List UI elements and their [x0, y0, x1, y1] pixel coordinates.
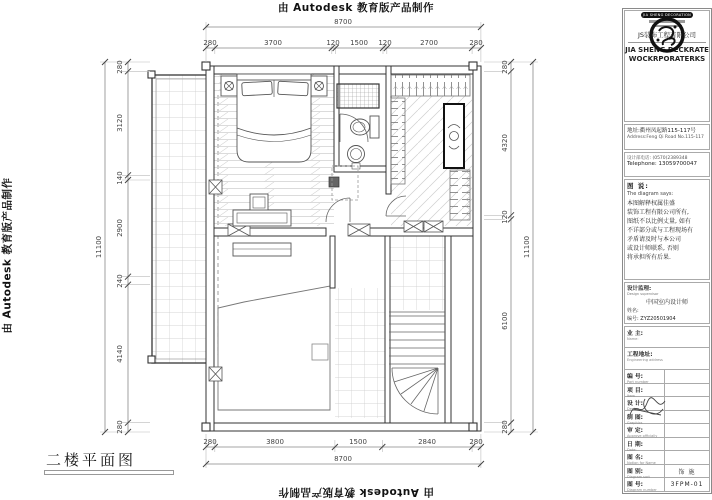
row-label-en: Name: — [627, 337, 639, 341]
table-row — [625, 327, 709, 348]
row-value: 3FPM-01 — [670, 481, 704, 489]
dim-text: 120 — [326, 39, 340, 47]
dim-text: 3120 — [116, 114, 124, 132]
dim-text: 11100 — [95, 235, 103, 259]
dim-text: 280 — [203, 39, 217, 47]
company-logo-section — [624, 10, 710, 122]
row-value — [665, 411, 709, 424]
dim-text: 6100 — [501, 312, 509, 330]
row-label-cn: 日 期: — [627, 441, 643, 448]
row-label-en: Part number — [627, 380, 649, 385]
hanger-rail — [450, 170, 470, 220]
dim-text: 3800 — [266, 438, 284, 446]
staircase — [389, 312, 445, 414]
row-value — [665, 424, 709, 437]
company-name-en-line2: WOCKRPORATERKS — [628, 55, 706, 63]
autodesk-watermark-top: 由 Autodesk 教育版产品制作 — [277, 2, 434, 14]
row-value — [665, 397, 709, 410]
lamp-icon — [315, 82, 324, 91]
company-name-cn: JS装饰工程有限公司 — [637, 31, 697, 39]
landing-tiles — [390, 236, 445, 310]
supervisor-section — [624, 282, 710, 324]
dim-text: 120 — [378, 39, 392, 47]
row-value — [664, 327, 709, 347]
table-row-design — [625, 397, 709, 411]
row-value — [665, 370, 709, 383]
company-logo-icon — [625, 11, 709, 57]
dim-text: 8700 — [334, 455, 352, 463]
row-label-en: Diagram number — [627, 488, 657, 493]
dim-text: 2900 — [116, 219, 124, 237]
flue — [329, 177, 339, 187]
dim-text: 240 — [116, 274, 124, 288]
diagram-note-section — [624, 179, 710, 280]
dim-text: 3700 — [264, 39, 282, 47]
hanger-rail — [391, 98, 405, 184]
row-label-en: Item — [627, 393, 635, 398]
row-label-en: Design — [627, 407, 640, 412]
dim-text: 280 — [116, 60, 124, 74]
row-value — [664, 348, 709, 369]
table-row — [625, 438, 709, 452]
address-section — [624, 124, 710, 149]
certificate-number: 编号: ZYZ20501904 — [627, 316, 676, 322]
title-block — [622, 8, 712, 494]
table-row — [625, 348, 709, 370]
row-label-cn: 图 别: — [627, 468, 643, 475]
dressing-desk — [444, 104, 464, 168]
dim-text: 1500 — [349, 438, 367, 446]
note-line: 图纸不以比例丈量, 如有 — [627, 218, 691, 226]
company-name-en-line1: JIA SHENG DECKRATE — [625, 46, 709, 54]
row-label-cn: 项 目: — [627, 387, 643, 394]
row-label-cn: 工程地址: — [627, 352, 653, 359]
logo-banner: JIA SHENG DECORATION — [642, 13, 692, 17]
address-en: Address:Feng Qi Road No.115-117 — [627, 135, 704, 141]
dim-text: 4320 — [501, 134, 509, 152]
dim-text: 120 — [501, 210, 509, 224]
supervisor-label-en: Design supervisor — [627, 292, 659, 296]
row-value — [665, 451, 709, 464]
note-line: 将承担所有后果. — [627, 254, 671, 262]
dim-text: 11100 — [523, 235, 531, 259]
table-row — [625, 424, 709, 438]
row-value — [665, 438, 709, 451]
phone-section — [624, 152, 710, 177]
phone-en: Telephone: 13059700047 — [627, 160, 698, 167]
dim-text: 280 — [501, 420, 509, 434]
page-title: 二楼平面图 — [46, 451, 137, 469]
toilet — [351, 116, 380, 138]
row-value: 饰 施 — [678, 468, 696, 476]
dim-text: 280 — [203, 438, 217, 446]
note-line: 装饰工程有限公司所有, — [627, 209, 689, 217]
certificate-title: 中国室内设计师 — [645, 299, 688, 306]
dim-text: 280 — [469, 438, 483, 446]
table-row — [625, 370, 709, 384]
dim-text: 280 — [469, 39, 483, 47]
autodesk-watermark-bottom: 由 Autodesk 教育版产品制作 — [278, 486, 435, 498]
row-label-cn: 设 计: — [627, 401, 643, 408]
row-label-cn: 业 主: — [627, 331, 643, 337]
row-label-en: Date: — [627, 447, 637, 452]
note-line: 不详部分或与工程现场有 — [627, 227, 694, 235]
dim-text: 280 — [116, 420, 124, 434]
dim-text: 2700 — [420, 39, 438, 47]
note-line: 矛盾请及时与本公司 — [627, 236, 682, 244]
row-label-cn: 审 定: — [627, 428, 643, 435]
shower — [337, 84, 379, 108]
table-row — [625, 411, 709, 425]
supervisor-label-cn: 设计监理: — [627, 286, 652, 292]
row-label-en: Engineering address — [627, 358, 663, 363]
bed — [221, 74, 327, 162]
dim-text: 4140 — [116, 345, 124, 363]
dim-text: 1500 — [350, 39, 368, 47]
title-block-table — [624, 326, 710, 492]
row-label-cn: 图 号: — [627, 482, 643, 489]
page-title-underline — [44, 470, 174, 475]
autodesk-watermark-left: 由 Autodesk 教育版产品制作 — [1, 177, 14, 334]
row-label-en: Approve officially — [627, 434, 658, 439]
table-row — [625, 451, 709, 465]
dim-text: 140 — [116, 171, 124, 185]
row-label-cn: 编 号: — [627, 374, 643, 381]
row-label-en: Notion for Name — [627, 461, 656, 466]
table-row — [625, 465, 709, 479]
row-label-en: Diagram sort — [627, 474, 650, 479]
bottom-room-tiles — [335, 288, 385, 418]
note-line: 或设计师联系, 否则 — [627, 245, 679, 253]
note-line: 本图解释权属佳盛 — [627, 200, 676, 208]
row-value — [665, 384, 709, 397]
table-row — [625, 384, 709, 398]
note-title-en: The diagram says: — [627, 191, 674, 198]
sink — [348, 146, 365, 170]
hanger-rail — [391, 75, 470, 96]
dim-text: 8700 — [334, 18, 352, 26]
certificate-name-label: 姓名: — [627, 308, 639, 314]
row-label-cn: 图 名: — [627, 455, 643, 462]
dim-text: 280 — [501, 60, 509, 74]
row-label-cn: 制 图: — [627, 414, 643, 421]
address-cn: 地址:衢州凤起路115-117号 — [627, 128, 696, 135]
sloped-ceiling-void — [218, 286, 330, 410]
phone-cn: 设计部电话: (0570)2389348 — [627, 155, 688, 161]
note-title-cn: 图 说: — [627, 182, 649, 191]
dim-text: 2840 — [418, 438, 436, 446]
table-row — [625, 478, 709, 491]
row-label-en: Graphics — [627, 420, 643, 425]
lamp-icon — [225, 82, 234, 91]
